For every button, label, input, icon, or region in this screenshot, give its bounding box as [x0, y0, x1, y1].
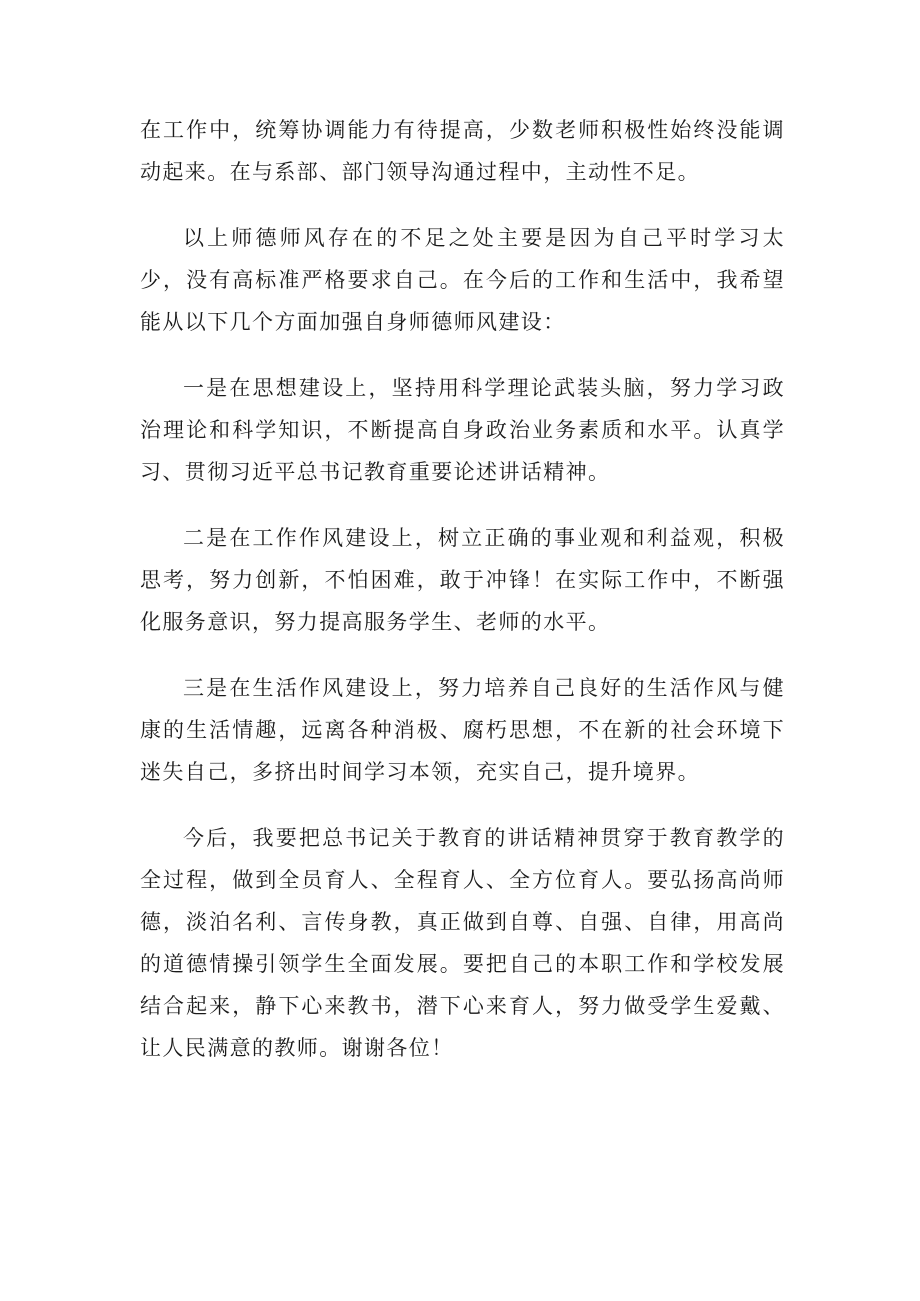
- document-body: [140, 109, 785, 1093]
- paragraph-ideology: 一是在思想建设上，坚持用科学理论武装头脑，努力学习政治理论和科学知识，不断提高自身政治业务素质和水平。认真学习、贯彻习近平总书记教育重要论述讲话精神。: [140, 376, 785, 484]
- paragraph-life-style: 三是在生活作风建设上，努力培养自己良好的生活作风与健康的生活情趣，远离各种消极、腐朽思想，不在新的社会环境下迷失自己，多挤出时间学习本领，充实自己，提升境界。: [140, 676, 785, 784]
- paragraph-shortcomings-cause: 以上师德师风存在的不足之处主要是因为自己平时学习太少，没有高标准严格要求自己。在今后的工作和生活中，我希望能从以下几个方面加强自身师德师风建设：: [140, 226, 785, 334]
- paragraph-conclusion: 今后，我要把总书记关于教育的讲话精神贯穿于教育教学的全过程，做到全员育人、全程育人、全方位育人。要弘扬高尚师德，淡泊名利、言传身教，真正做到自尊、自强、自律，用高尚的道德情操引领学生全面发展。要把自己的本职工作和学校发展结合起来，静下心来教书，潜下心来育人，努力做受学生爱戴、让人民满意的教师。谢谢各位！: [140, 826, 785, 1060]
- paragraph-work-style: 二是在工作作风建设上，树立正确的事业观和利益观，积极思考，努力创新，不怕困难，敢于冲锋！在实际工作中，不断强化服务意识，努力提高服务学生、老师的水平。: [140, 526, 785, 634]
- paragraph-continued: 在工作中，统筹协调能力有待提高，少数老师积极性始终没能调动起来。在与系部、部门领导沟通过程中，主动性不足。: [140, 118, 785, 184]
